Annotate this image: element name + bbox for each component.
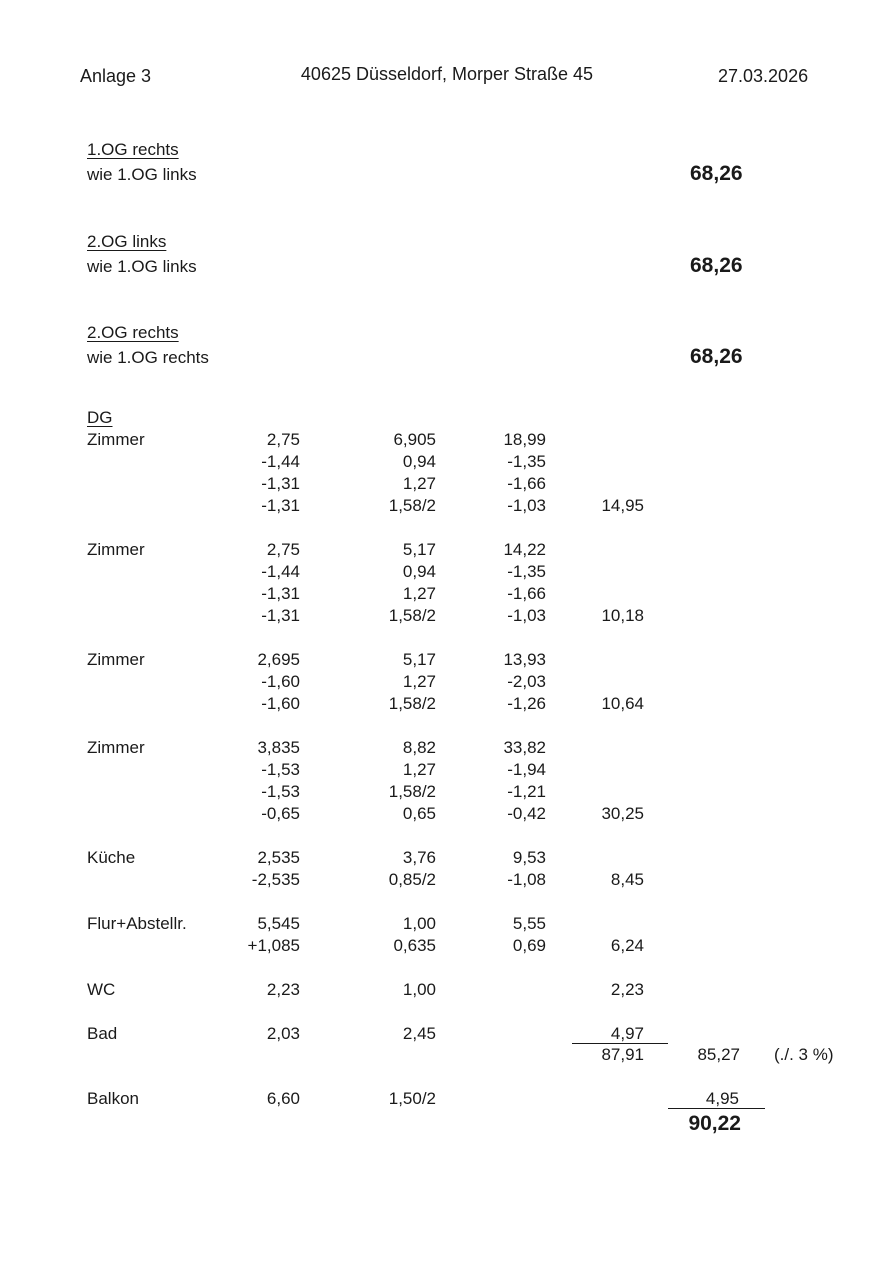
measure-length: -1,44	[261, 452, 300, 471]
measure-product: -1,03	[507, 606, 546, 625]
room-area: 8,45	[610, 870, 644, 889]
measure-width: 1,00	[402, 980, 436, 999]
unit-area-value: 68,26	[690, 162, 743, 185]
subtotal-value: 87,91	[601, 1045, 644, 1064]
room-name: WC	[87, 980, 116, 999]
measure-width: 1,27	[402, 474, 436, 493]
room-name: Zimmer	[87, 540, 145, 559]
balcony-width: 1,50/2	[388, 1089, 436, 1108]
measure-width: 3,76	[402, 848, 436, 867]
measure-width: 0,94	[402, 452, 436, 471]
measure-length: -1,31	[261, 606, 300, 625]
total-rule	[668, 1108, 765, 1109]
measure-length: 3,835	[257, 738, 300, 757]
room-name: Flur+Abstellr.	[87, 914, 187, 933]
measure-product: 33,82	[503, 738, 546, 757]
measure-product: 0,69	[512, 936, 546, 955]
measure-product: -1,94	[507, 760, 546, 779]
measure-product: -1,03	[507, 496, 546, 515]
measure-length: 5,545	[257, 914, 300, 933]
subtotal-rule	[572, 1043, 668, 1044]
unit-title: 2.OG links	[87, 232, 167, 251]
measure-product: 13,93	[503, 650, 546, 669]
measure-width: 1,27	[402, 584, 436, 603]
measure-product: 18,99	[503, 430, 546, 449]
measure-width: 5,17	[402, 650, 436, 669]
unit-title: 1.OG rechts	[87, 140, 179, 159]
measure-width: 5,17	[402, 540, 436, 559]
room-area: 4,97	[610, 1024, 644, 1043]
room-area: 6,24	[610, 936, 644, 955]
total-area: 90,22	[688, 1112, 741, 1135]
unit-area-value: 68,26	[690, 254, 743, 277]
section-title-dg: DG	[87, 408, 113, 427]
unit-area-value: 68,26	[690, 345, 743, 368]
reduced-value: 85,27	[697, 1045, 740, 1064]
header-left: Anlage 3	[80, 66, 152, 86]
measure-width: 6,905	[393, 430, 436, 449]
measure-product: 9,53	[512, 848, 546, 867]
measure-width: 1,58/2	[388, 694, 436, 713]
measure-width: 1,58/2	[388, 782, 436, 801]
measure-width: 1,58/2	[388, 606, 436, 625]
measure-length: 2,23	[266, 980, 300, 999]
measure-product: -1,21	[507, 782, 546, 801]
measure-product: -1,26	[507, 694, 546, 713]
measure-product: -1,66	[507, 474, 546, 493]
balcony-length: 6,60	[266, 1089, 300, 1108]
room-area: 30,25	[601, 804, 644, 823]
room-area: 2,23	[610, 980, 644, 999]
measure-length: 2,695	[257, 650, 300, 669]
unit-description: wie 1.OG rechts	[87, 348, 209, 367]
measure-length: -1,44	[261, 562, 300, 581]
room-name: Zimmer	[87, 430, 145, 449]
measure-length: 2,03	[266, 1024, 300, 1043]
measure-product: 14,22	[503, 540, 546, 559]
measure-product: -1,08	[507, 870, 546, 889]
reduction-note: (./. 3 %)	[774, 1045, 834, 1064]
header-center: 40625 Düsseldorf, Morper Straße 45	[300, 64, 594, 84]
measure-length: -1,31	[261, 496, 300, 515]
unit-title: 2.OG rechts	[87, 323, 179, 342]
measure-width: 1,27	[402, 760, 436, 779]
measure-width: 8,82	[402, 738, 436, 757]
balcony-name: Balkon	[87, 1089, 139, 1108]
measure-length: -2,535	[251, 870, 300, 889]
room-area: 10,64	[601, 694, 644, 713]
measure-length: -1,31	[261, 584, 300, 603]
measure-length: -1,60	[261, 694, 300, 713]
measure-product: -2,03	[507, 672, 546, 691]
room-name: Zimmer	[87, 738, 145, 757]
measure-product: -1,35	[507, 562, 546, 581]
measure-width: 0,94	[402, 562, 436, 581]
room-name: Bad	[87, 1024, 118, 1043]
measure-width: 1,27	[402, 672, 436, 691]
measure-length: 2,75	[266, 540, 300, 559]
measure-width: 0,635	[393, 936, 436, 955]
measure-width: 1,00	[402, 914, 436, 933]
measure-length: +1,085	[247, 936, 300, 955]
measure-width: 0,85/2	[388, 870, 436, 889]
measure-length: 2,535	[257, 848, 300, 867]
unit-description: wie 1.OG links	[87, 165, 197, 184]
measure-product: -1,66	[507, 584, 546, 603]
measure-width: 0,65	[402, 804, 436, 823]
room-name: Zimmer	[87, 650, 145, 669]
measure-length: -1,53	[261, 782, 300, 801]
measure-width: 1,58/2	[388, 496, 436, 515]
measure-length: -0,65	[261, 804, 300, 823]
header-right: 27.03.2026	[718, 66, 809, 86]
measure-length: -1,53	[261, 760, 300, 779]
measure-product: 5,55	[512, 914, 546, 933]
measure-length: -1,31	[261, 474, 300, 493]
measure-length: 2,75	[266, 430, 300, 449]
balcony-area: 4,95	[705, 1089, 739, 1108]
room-name: Küche	[87, 848, 136, 867]
measure-width: 2,45	[402, 1024, 436, 1043]
room-area: 10,18	[601, 606, 644, 625]
measure-product: -0,42	[507, 804, 546, 823]
unit-description: wie 1.OG links	[87, 257, 197, 276]
measure-product: -1,35	[507, 452, 546, 471]
room-area: 14,95	[601, 496, 644, 515]
measure-length: -1,60	[261, 672, 300, 691]
